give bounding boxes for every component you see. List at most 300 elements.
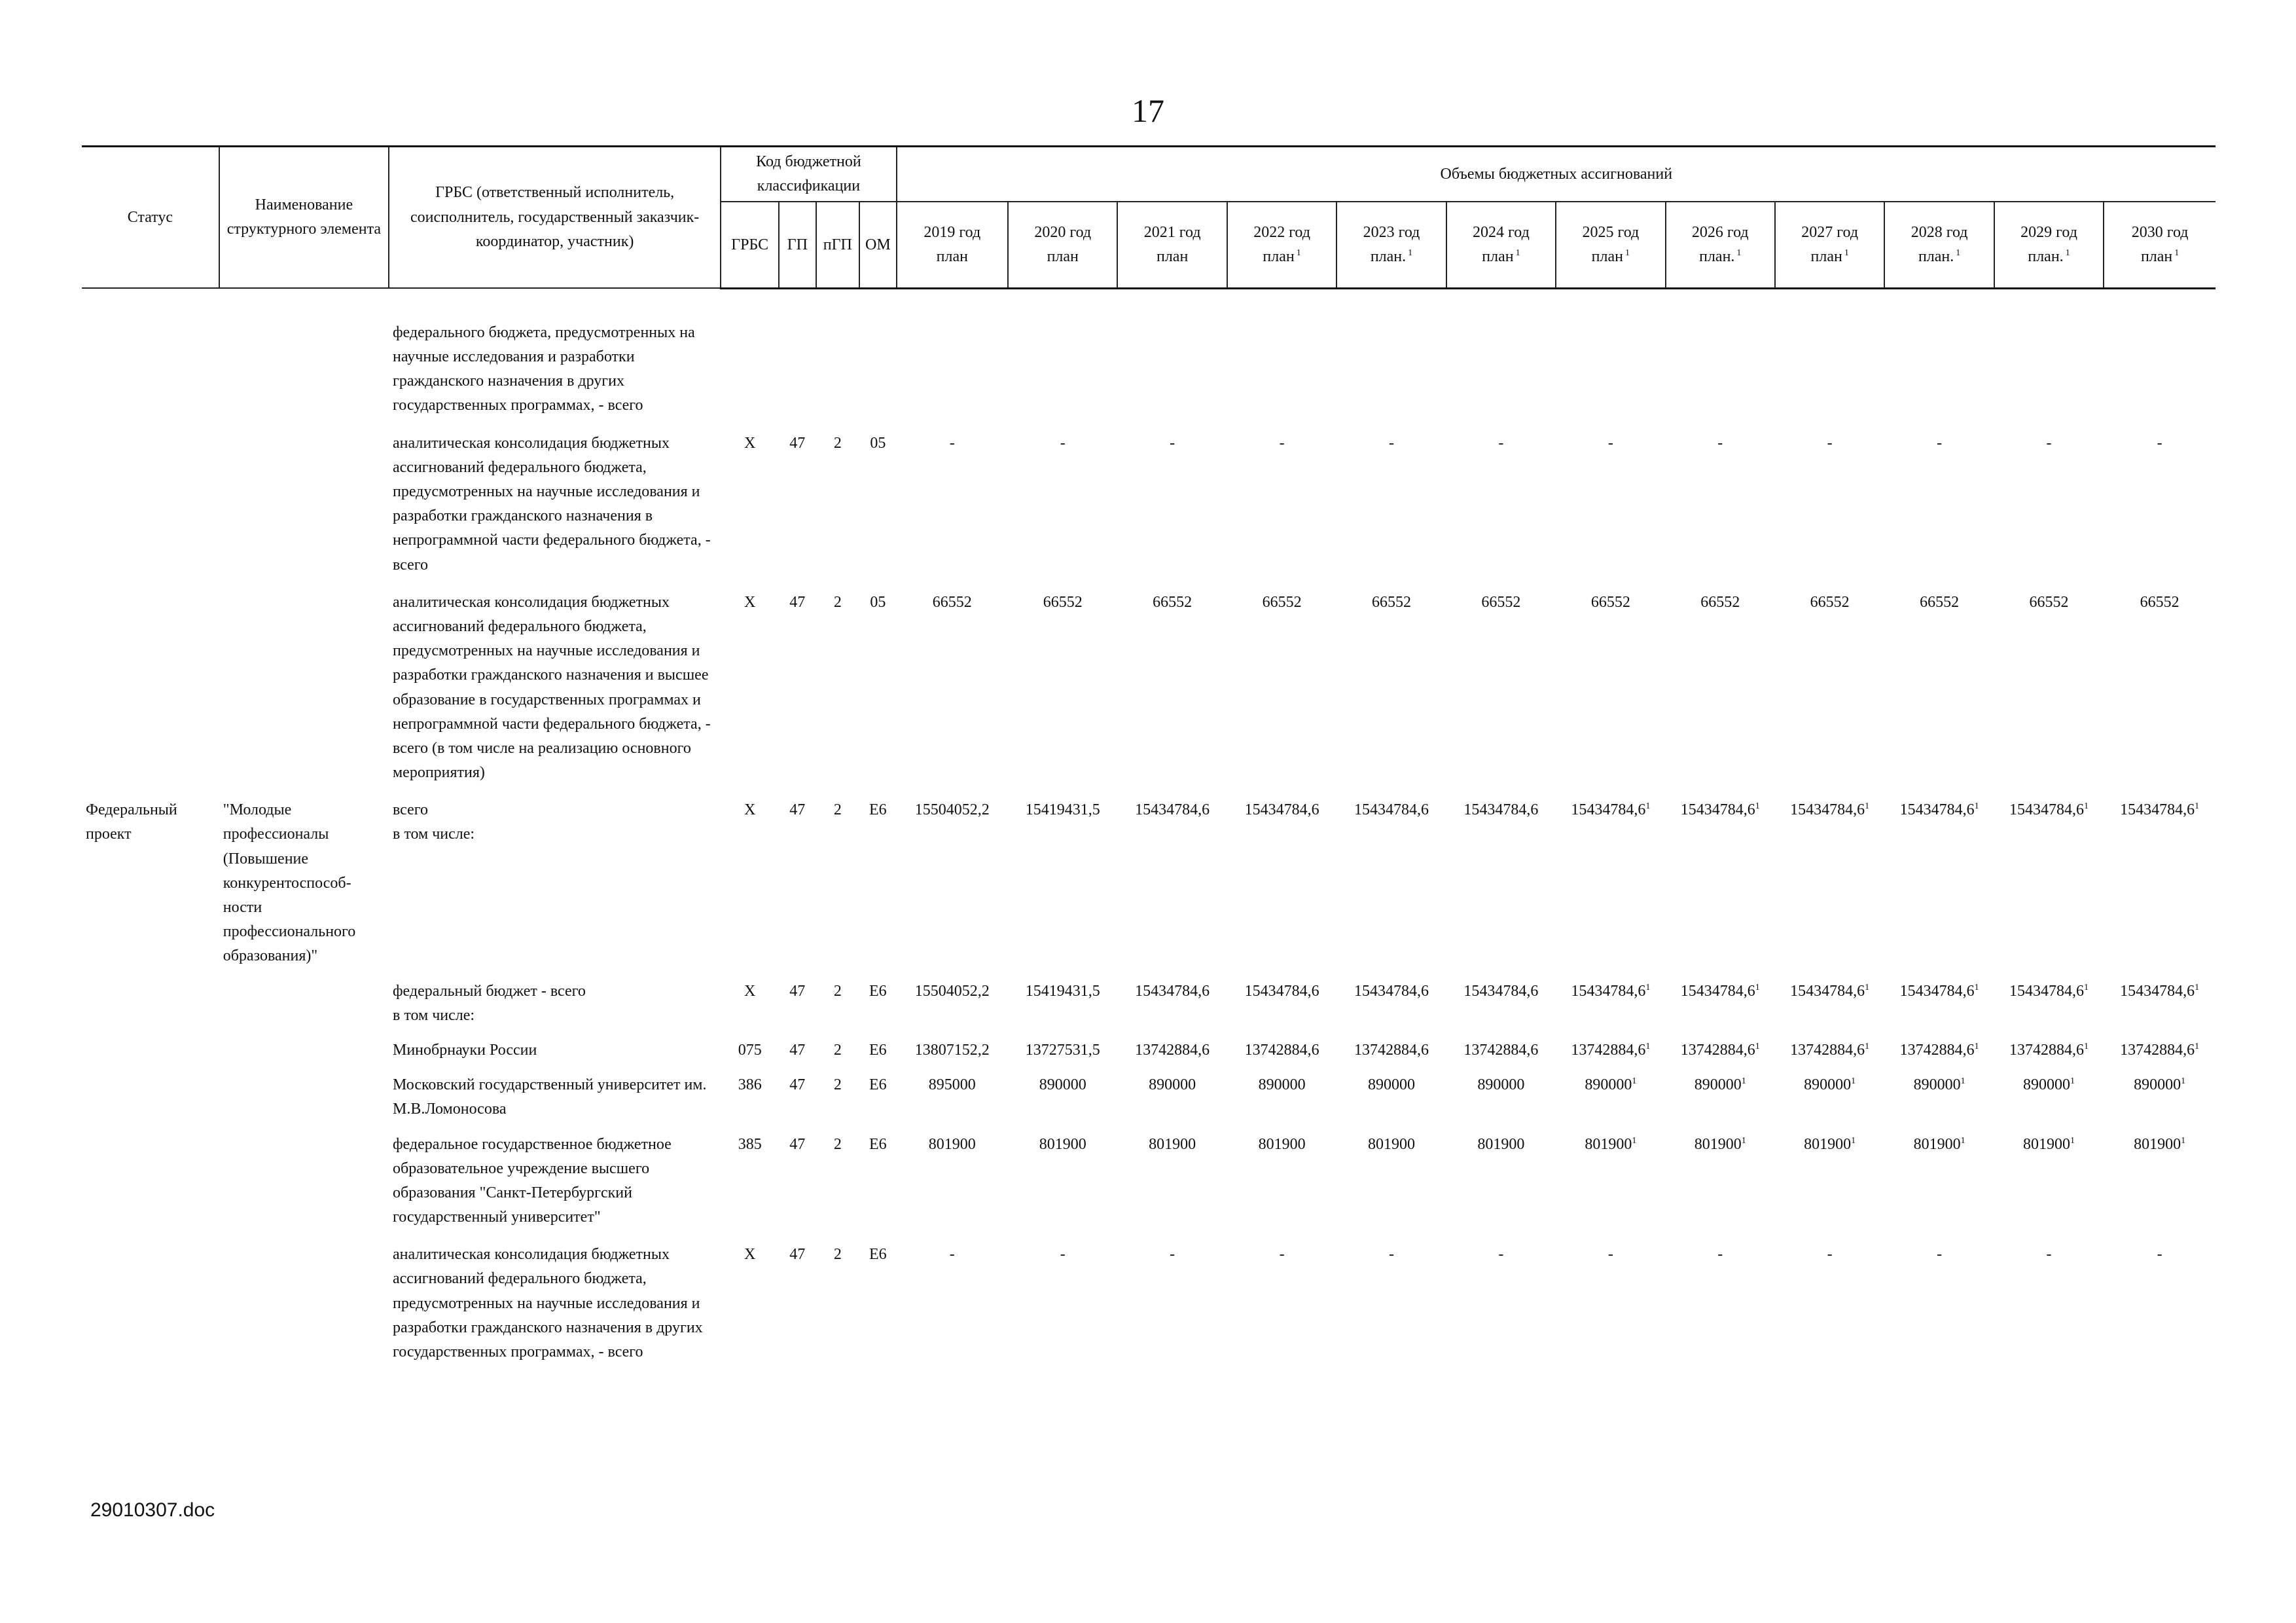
row-value [2104,789,2215,972]
row-value [1008,1032,1117,1067]
row-value [1008,422,1117,581]
row-value [1994,316,2104,422]
row-value [1227,1233,1336,1368]
row-value [897,1067,1008,1125]
table-header [82,147,2215,289]
value-text: 890000 [1149,1076,1196,1094]
row-subnote: в том числе: [392,1006,475,1024]
header-plan-label: план. [2028,248,2064,266]
row-description-text: федерального бюджета, предусмотренных на научные исследования и разработки гражданского назначения в других государственных программах, - всего [392,323,695,414]
row-value [1336,422,1446,581]
footnote-marker: 1 [2195,801,2200,812]
value-text: - [1388,434,1394,452]
row-value [1884,1233,1994,1368]
value-text: 13742884,6 [1244,1041,1319,1059]
row-value [1117,422,1227,581]
table-row [82,1032,2215,1067]
row-value [897,973,1008,1032]
footnote-marker: 1 [1974,1041,1979,1051]
row-code: 47 [789,801,806,819]
row-value [1994,1233,2104,1368]
header-year [1994,202,2104,288]
row-value [1556,1233,1665,1368]
row-value [1117,316,1227,422]
value-text: - [2046,1246,2052,1264]
row-code: Х [744,593,756,611]
row-value [1666,1233,1775,1368]
header-name: Наименование структурного элемента [219,147,389,289]
value-text: - [2157,1246,2162,1264]
row-value [1227,1126,1336,1234]
row-value [1008,1233,1117,1368]
row-value [1994,789,2104,972]
row-description [389,789,721,972]
row-code: Е6 [869,1041,887,1059]
row-code: Е6 [869,1135,887,1153]
row-value [2104,1067,2215,1125]
row-code: 47 [789,982,806,1000]
header-year [897,202,1008,288]
row-value [1446,316,1556,422]
header-code-2: ГП [779,202,816,288]
footnote-marker: 1 [1956,248,1961,259]
footnote-marker: 1 [1645,1041,1651,1051]
value-text: 895000 [928,1076,976,1094]
header-plan-label: план [1810,248,1842,266]
value-text: 15434784,6 [2009,801,2085,819]
header-year [1336,202,1446,288]
value-text: - [949,434,955,452]
row-name [219,973,389,1032]
footnote-marker: 1 [1755,1041,1760,1051]
row-value [1666,581,1775,790]
footnote-marker: 1 [2084,801,2089,812]
header-year-label: 2030 год [2131,223,2189,241]
value-text: - [1937,434,1943,452]
value-text: 801900 [1258,1135,1306,1153]
header-year-label: 2022 год [1253,223,1310,241]
row-status: Федеральный проект [86,801,177,843]
row-value [1336,973,1446,1032]
value-text: - [1937,1246,1943,1264]
header-plan-label: план [1156,248,1189,266]
row-value [1556,1032,1665,1067]
footnote-marker: 1 [1851,1076,1856,1087]
row-value [1227,973,1336,1032]
footnote-marker: 1 [1865,801,1870,812]
row-description-text: федеральное государственное бюджетное образовательное учреждение высшего образования "Санкт-Петербургский государственный университет" [392,1135,672,1226]
row-value [1117,973,1227,1032]
table-row [82,973,2215,1032]
row-value [1666,422,1775,581]
header-year [1884,202,1994,288]
row-code: Х [744,434,756,452]
row-status [82,1067,219,1125]
row-value [1008,581,1117,790]
value-text: 15434784,6 [1135,801,1210,819]
row-code: Х [744,801,756,819]
value-text: 801900 [1149,1135,1196,1153]
row-code: Е6 [869,1246,887,1264]
value-text: 66552 [2029,593,2069,611]
value-text: 15434784,6 [1244,982,1319,1000]
value-text: 66552 [1262,593,1302,611]
row-value [1556,422,1665,581]
row-value [1446,1233,1556,1368]
header-year [1008,202,1117,288]
value-text: - [1170,434,1175,452]
header-status: Статус [82,147,219,289]
value-text: 890000 [1804,1076,1852,1094]
row-value [1775,581,1884,790]
row-description-text: Минобрнауки России [392,1041,537,1059]
row-value [1775,422,1884,581]
value-text: 13742884,6 [1354,1041,1429,1059]
value-text: - [1827,434,1833,452]
row-value [1666,973,1775,1032]
row-value [1446,1126,1556,1234]
row-value [1227,789,1336,972]
value-text: 15504052,2 [914,801,990,819]
footnote-marker: 1 [1865,1041,1870,1051]
value-text: 66552 [1810,593,1850,611]
header-plan-label: план [1047,248,1079,266]
row-value [1336,1233,1446,1368]
row-value [1336,1126,1446,1234]
row-value [1336,1032,1446,1067]
footnote-marker: 1 [2084,982,2089,993]
row-code: 05 [870,434,886,452]
row-code: 385 [738,1135,762,1153]
header-plan-label: план [2140,248,2173,266]
value-text: - [1498,1246,1504,1264]
row-value [1117,1067,1227,1125]
header-code-1: ГРБС [721,202,779,288]
header-year [1556,202,1665,288]
footnote-marker: 1 [2084,1041,2089,1051]
row-description-text: федеральный бюджет - всего [392,982,586,1000]
row-value [1775,1126,1884,1234]
row-code: 2 [833,593,842,611]
value-text: 801900 [2134,1135,2181,1153]
footnote-marker: 1 [1865,982,1870,993]
table-row [82,1233,2215,1368]
header-year-label: 2029 год [2020,223,2077,241]
header-code-3: пГП [816,202,860,288]
document-filename: 29010307.doc [90,1499,215,1521]
value-text: 13742884,6 [1463,1041,1539,1059]
footnote-marker: 1 [2181,1076,2186,1087]
value-text: - [1170,1246,1175,1264]
row-value [2104,422,2215,581]
row-value [2104,316,2215,422]
value-text: 13807152,2 [914,1041,990,1059]
row-name [219,581,389,790]
row-code: 47 [789,1076,806,1094]
row-description-text: Московский государственный университет им. М.В.Ломоносова [392,1076,707,1118]
row-name [219,1067,389,1125]
row-code: 2 [833,801,842,819]
row-value [897,422,1008,581]
header-year-label: 2024 год [1473,223,1530,241]
header-code-group: Код бюджетной классификации [721,147,896,202]
row-value [1884,789,1994,972]
footnote-marker: 1 [2065,248,2070,259]
value-text: 15434784,6 [1899,801,1975,819]
value-text: - [2046,434,2052,452]
row-value [1556,973,1665,1032]
row-value [1336,581,1446,790]
value-text: 15434784,6 [1680,801,1755,819]
header-year [1117,202,1227,288]
value-text: 801900 [1804,1135,1852,1153]
row-description-text: аналитическая консолидация бюджетных ассигнований федерального бюджета, предусмотренных на научные исследования и разработки гражданского назначения в других государственных программах, - всего [392,1246,703,1360]
row-value [1446,1032,1556,1067]
value-text: - [1388,1246,1394,1264]
row-value [1884,973,1994,1032]
value-text: 801900 [1694,1135,1742,1153]
row-value [1775,316,1884,422]
row-code: 075 [738,1041,762,1059]
footnote-marker: 1 [1736,248,1742,259]
value-text: - [1607,1246,1613,1264]
value-text: 66552 [1153,593,1193,611]
row-description-text: аналитическая консолидация бюджетных ассигнований федерального бюджета, предусмотренных на научные исследования и разработки гражданского назначения в непрограммной части федерального бюджета, - всего [392,434,711,574]
value-text: - [1827,1246,1833,1264]
row-code: 05 [870,593,886,611]
row-name [219,1126,389,1234]
value-text: 890000 [1039,1076,1086,1094]
row-value [1446,1067,1556,1125]
row-code: 47 [789,1246,806,1264]
row-value [1775,973,1884,1032]
row-value [1008,316,1117,422]
header-plan-label: план. [1699,248,1735,266]
row-code: 2 [833,434,842,452]
row-status [82,973,219,1032]
footnote-marker: 1 [1645,982,1651,993]
header-plan-label: план [1482,248,1514,266]
row-code: 47 [789,1041,806,1059]
value-text: - [1060,1246,1066,1264]
header-year [1446,202,1556,288]
row-value [1994,422,2104,581]
value-text: 15434784,6 [1790,982,1865,1000]
row-value [1008,973,1117,1032]
row-value [1884,422,1994,581]
footnote-marker: 1 [1632,1135,1637,1146]
row-value [1446,973,1556,1032]
value-text: 890000 [2134,1076,2181,1094]
header-year-label: 2023 год [1363,223,1420,241]
value-text: 15434784,6 [1354,982,1429,1000]
value-text: 13742884,6 [2120,1041,2195,1059]
header-grbs-full: ГРБС (ответственный исполнитель, соисполнитель, государственный заказчик-координатор, участник) [389,147,721,289]
row-code: Е6 [869,982,887,1000]
row-value [1666,316,1775,422]
footnote-marker: 1 [2174,248,2179,259]
header-year-label: 2028 год [1910,223,1968,241]
row-status [82,1233,219,1368]
row-status [82,1032,219,1067]
value-text: 66552 [1481,593,1521,611]
row-value [1008,1067,1117,1125]
value-text: - [1498,434,1504,452]
header-year [1775,202,1884,288]
row-value [1775,1032,1884,1067]
row-value [2104,581,2215,790]
value-text: 801900 [1585,1135,1632,1153]
header-year [2104,202,2215,288]
value-text: 801900 [2023,1135,2071,1153]
header-year [1666,202,1775,288]
row-value [1336,789,1446,972]
footnote-marker: 1 [1515,248,1520,259]
row-name [219,1032,389,1067]
row-value [1008,789,1117,972]
row-value [897,316,1008,422]
footnote-marker: 1 [1960,1135,1965,1146]
row-value [1666,1032,1775,1067]
value-text: 890000 [1367,1076,1415,1094]
header-year-label: 2021 год [1143,223,1201,241]
row-value [1446,789,1556,972]
row-code: 47 [789,434,806,452]
footnote-marker: 1 [1741,1076,1746,1087]
row-description [389,973,721,1032]
row-value [1994,973,2104,1032]
row-value [1884,1067,1994,1125]
footnote-marker: 1 [2181,1135,2186,1146]
footnote-marker: 1 [1408,248,1413,259]
row-value [1994,1126,2104,1234]
value-text: 15434784,6 [1571,801,1646,819]
row-value [1666,1126,1775,1234]
row-code [816,316,860,422]
row-name [219,1233,389,1368]
row-value [2104,1032,2215,1067]
row-value [1227,422,1336,581]
row-code: 47 [789,593,806,611]
value-text: 66552 [932,593,972,611]
row-value [1227,1032,1336,1067]
footnote-marker: 1 [2070,1135,2075,1146]
table-body [82,288,2215,1368]
value-text: - [2157,434,2162,452]
value-text: 15434784,6 [1790,801,1865,819]
footnote-marker: 1 [1645,801,1651,812]
row-value [897,1233,1008,1368]
row-value [1008,1126,1117,1234]
value-text: 15434784,6 [1135,982,1210,1000]
value-text: 15434784,6 [2009,982,2085,1000]
row-subnote: в том числе: [392,826,475,843]
row-code: 2 [833,1076,842,1094]
row-code: 2 [833,1041,842,1059]
row-value [1666,1067,1775,1125]
header-plan-label: план [1263,248,1295,266]
table-row [82,1126,2215,1234]
value-text: 890000 [1694,1076,1742,1094]
row-value [1336,316,1446,422]
row-name [219,422,389,581]
row-value [1884,1126,1994,1234]
header-code-4: ОМ [859,202,896,288]
value-text: 890000 [1477,1076,1525,1094]
table-row [82,422,2215,581]
row-value [1227,316,1336,422]
row-value [2104,1233,2215,1368]
row-code [859,316,896,422]
row-description [389,1126,721,1234]
table-row [82,316,2215,422]
table-row [82,1067,2215,1125]
row-value [1227,1067,1336,1125]
value-text: 13742884,6 [1571,1041,1646,1059]
footnote-marker: 1 [2070,1076,2075,1087]
value-text: 66552 [1043,593,1083,611]
row-status [82,581,219,790]
page-number: 17 [1132,92,1164,129]
footnote-marker: 1 [1296,248,1301,259]
header-plan-label: план. [1370,248,1407,266]
row-code: Х [744,982,756,1000]
value-text: 801900 [1477,1135,1525,1153]
row-value [2104,973,2215,1032]
value-text: 15419431,5 [1025,801,1100,819]
value-text: - [949,1246,955,1264]
value-text: 890000 [1258,1076,1306,1094]
value-text: 801900 [928,1135,976,1153]
value-text: 15434784,6 [1463,801,1539,819]
row-description [389,1233,721,1368]
row-code: 386 [738,1076,762,1094]
row-value [1884,316,1994,422]
row-value [1556,581,1665,790]
footnote-marker: 1 [2195,982,2200,993]
row-status [82,316,219,422]
footnote-marker: 1 [1741,1135,1746,1146]
row-description [389,1032,721,1067]
row-value [1117,1126,1227,1234]
value-text: 15434784,6 [1354,801,1429,819]
row-value [1556,1067,1665,1125]
row-value [1336,1067,1446,1125]
budget-table [82,145,2215,1368]
row-value [1775,789,1884,972]
value-text: 890000 [1913,1076,1961,1094]
row-value [1884,581,1994,790]
value-text: 801900 [1367,1135,1415,1153]
row-value [1775,1233,1884,1368]
value-text: 15504052,2 [914,982,990,1000]
row-value [1666,789,1775,972]
row-value [1227,581,1336,790]
row-value [897,581,1008,790]
row-value [1446,422,1556,581]
value-text: 15419431,5 [1025,982,1100,1000]
value-text: 890000 [2023,1076,2071,1094]
header-plan-label: план [1591,248,1623,266]
header-plan-label: план. [1918,248,1954,266]
row-value [1775,1067,1884,1125]
footnote-marker: 1 [1632,1076,1637,1087]
row-value [1556,316,1665,422]
row-description [389,1067,721,1125]
value-text: 15434784,6 [1463,982,1539,1000]
row-value [1117,581,1227,790]
row-code: 2 [833,1246,842,1264]
